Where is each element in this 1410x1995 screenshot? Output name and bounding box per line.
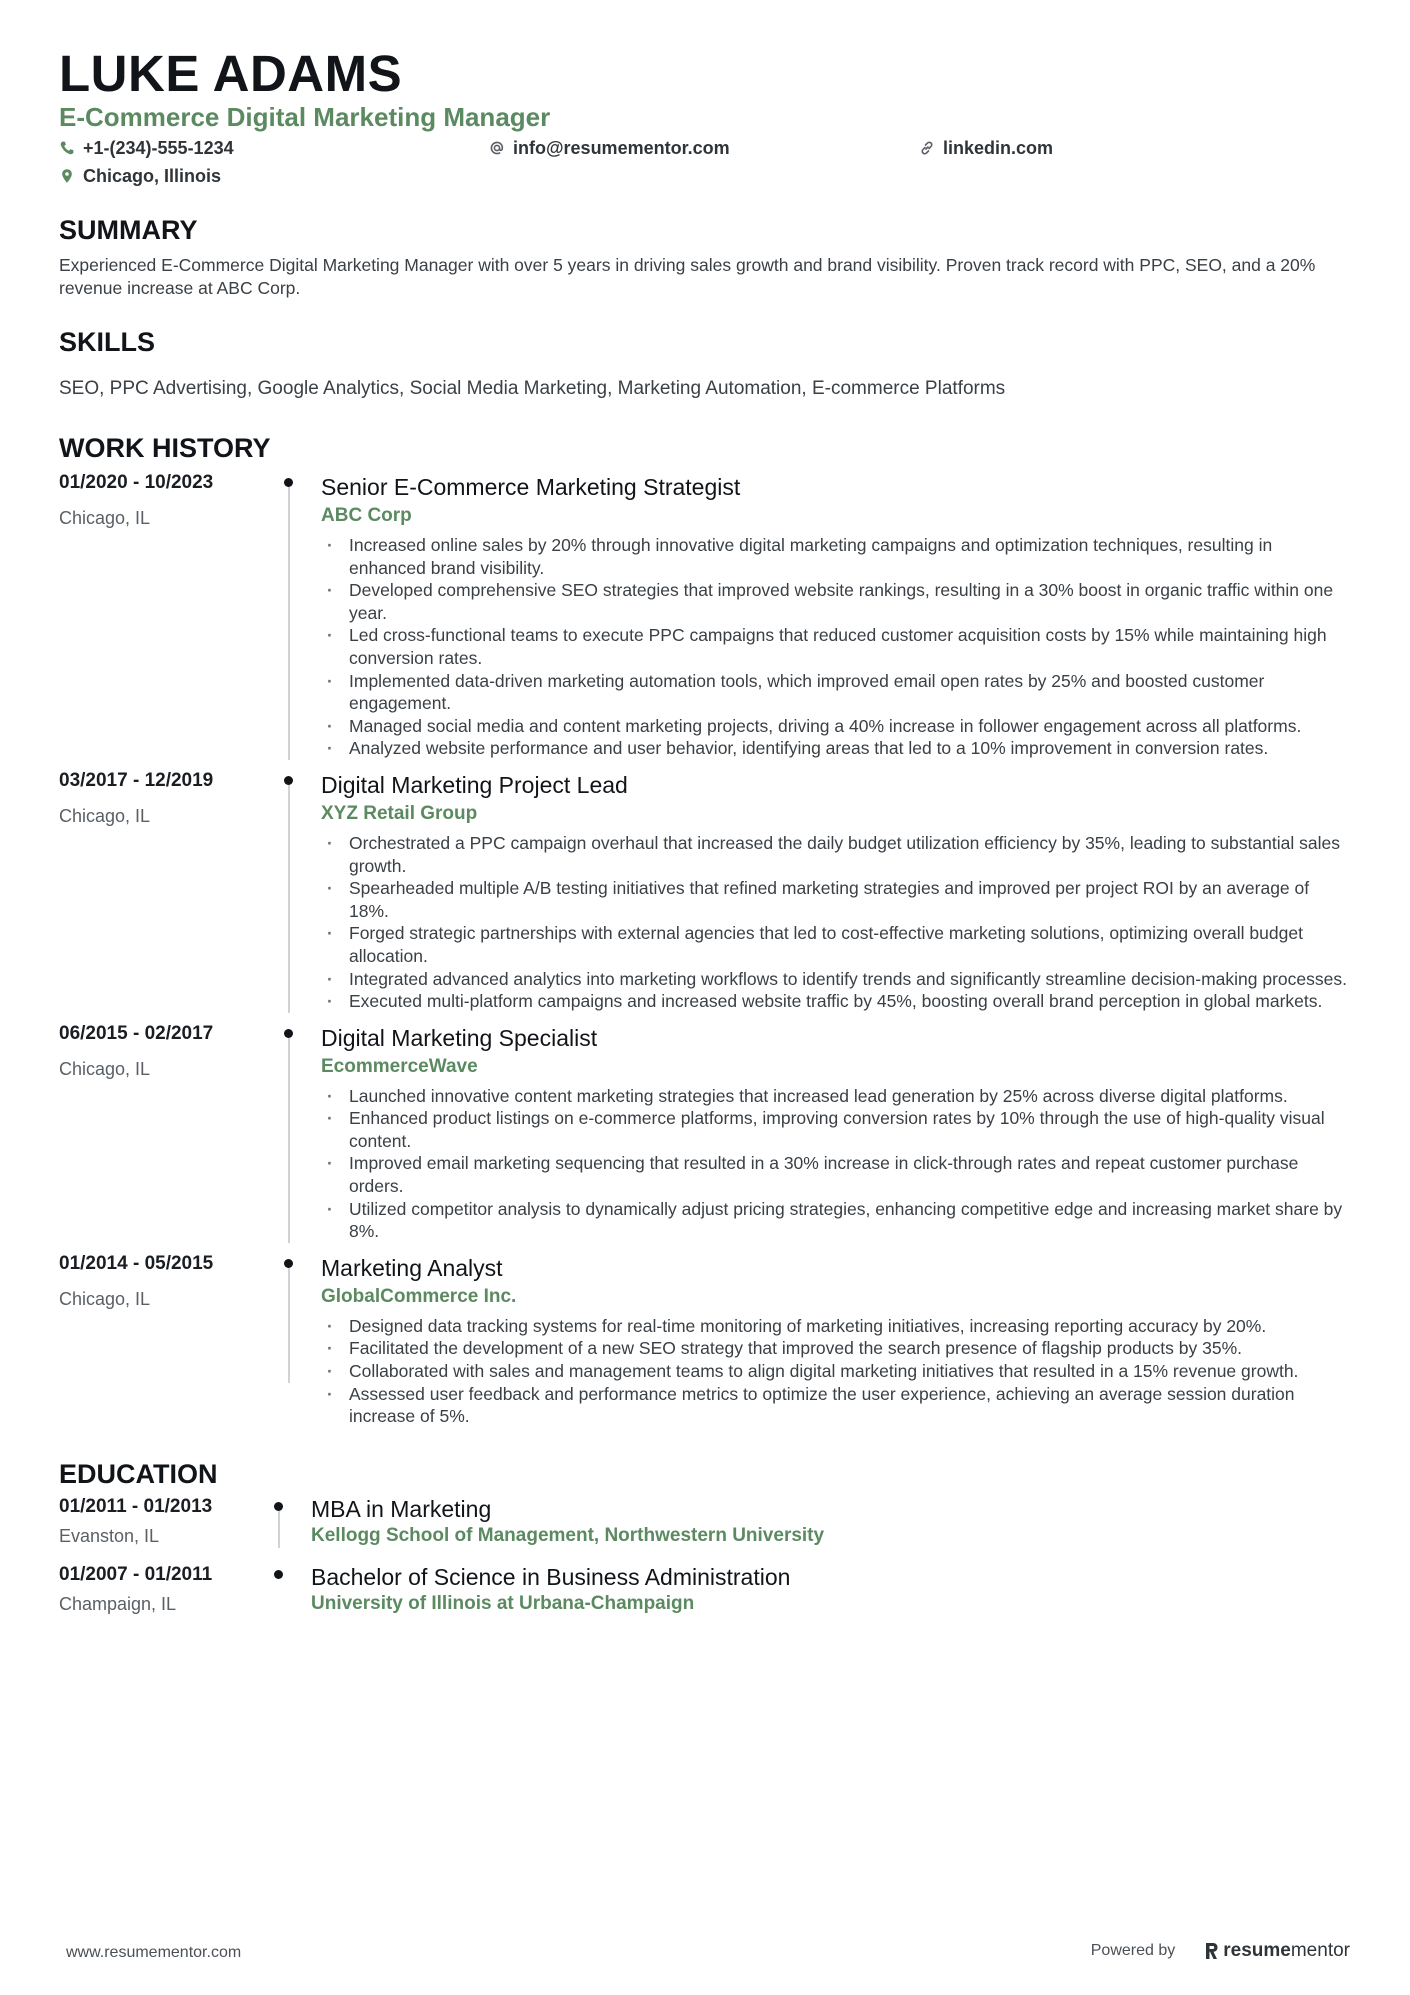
contact-email[interactable] bbox=[489, 136, 919, 160]
education-location: Champaign, IL bbox=[59, 1593, 177, 1614]
job-bullet: · Enhanced product listings on e-commerce platforms, improving conversion rates by 10% through the use of high-quality visual content. bbox=[321, 1107, 1351, 1152]
job-entry bbox=[59, 470, 1351, 768]
job-entry bbox=[59, 1021, 1351, 1251]
job-entry bbox=[59, 768, 1351, 1021]
job-dates: 06/2015 - 02/2017 bbox=[59, 1022, 214, 1044]
skills-text: SEO, PPC Advertising, Google Analytics, Social Media Marketing, Marketing Automation, E-commerce Platforms bbox=[59, 378, 1006, 399]
education-school: Kellogg School of Management, Northwestern University bbox=[311, 1524, 825, 1546]
timeline bbox=[269, 1494, 289, 1548]
job-location: Chicago, IL bbox=[59, 1288, 151, 1309]
education-degree: Bachelor of Science in Business Administration bbox=[311, 1563, 791, 1590]
job-bullet: · Increased online sales by 20% through innovative digital marketing campaigns and optimization techniques, resulting in enhanced brand visibility. bbox=[321, 534, 1351, 579]
timeline-dot bbox=[274, 1570, 283, 1579]
email-text: info@resumementor.com bbox=[513, 138, 730, 158]
footer-branding bbox=[1091, 1940, 1350, 1962]
timeline bbox=[279, 470, 299, 760]
contact-linkedin[interactable] bbox=[919, 136, 1349, 160]
footer-website[interactable]: www.resumementor.com bbox=[66, 1944, 242, 1961]
contact-phone[interactable] bbox=[59, 136, 489, 160]
phone-icon bbox=[59, 140, 75, 156]
education-dates: 01/2011 - 01/2013 bbox=[59, 1495, 213, 1517]
job-bullet: · Collaborated with sales and management teams to align digital marketing initiatives that resulted in a 15% revenue growth. bbox=[321, 1360, 1351, 1383]
education-school: University of Illinois at Urbana-Champaign bbox=[311, 1592, 695, 1614]
job-bullet: · Launched innovative content marketing strategies that increased lead generation by 25% across diverse digital platforms. bbox=[321, 1085, 1351, 1108]
summary-heading: SUMMARY bbox=[59, 215, 198, 245]
summary-section bbox=[59, 214, 1351, 300]
brand-logo[interactable] bbox=[1203, 1940, 1350, 1962]
job-bullet: · Led cross-functional teams to execute PPC campaigns that reduced customer acquisition costs by 15% while maintaining high conversion rates. bbox=[321, 624, 1351, 669]
job-bullet: · Assessed user feedback and performance metrics to optimize the user experience, achieving an average session duration increase of 5%. bbox=[321, 1383, 1351, 1428]
candidate-name: LUKE ADAMS bbox=[59, 45, 403, 102]
timeline-dot bbox=[274, 1502, 283, 1511]
job-entry bbox=[59, 1251, 1351, 1428]
brand-name-bold: resume bbox=[1223, 1940, 1291, 1961]
education-entry bbox=[59, 1562, 1351, 1616]
job-bullets bbox=[321, 1085, 1351, 1243]
job-bullet: · Orchestrated a PPC campaign overhaul that increased the daily budget utilization efficiency by 35%, leading to substantial sales growth. bbox=[321, 832, 1351, 877]
education-location: Evanston, IL bbox=[59, 1525, 160, 1546]
timeline-line bbox=[278, 1511, 280, 1548]
job-bullet: · Implemented data-driven marketing automation tools, which improved email open rates by 25% and boosted customer engagement. bbox=[321, 670, 1351, 715]
timeline bbox=[279, 1251, 299, 1428]
job-bullet: · Designed data tracking systems for real-time monitoring of marketing initiatives, increasing reporting accuracy by 20%. bbox=[321, 1315, 1351, 1338]
timeline-line bbox=[288, 487, 290, 760]
job-location: Chicago, IL bbox=[59, 508, 151, 528]
summary-text: Experienced E-Commerce Digital Marketing Manager with over 5 years in driving sales growth and brand visibility. Proven track record with PPC, SEO, and a 20% revenue increase at ABC Corp. bbox=[59, 255, 1316, 298]
job-bullet: · Improved email marketing sequencing that resulted in a 30% increase in click-through rates and repeat customer purchase orders. bbox=[321, 1152, 1351, 1197]
job-role: Senior E-Commerce Marketing Strategist bbox=[321, 474, 741, 500]
job-bullet: · Facilitated the development of a new SEO strategy that improved the search presence of flagship products by 35%. bbox=[321, 1337, 1351, 1360]
job-bullet: · Integrated advanced analytics into marketing workflows to identify trends and significantly streamline decision-making processes. bbox=[321, 968, 1351, 991]
job-company: ABC Corp bbox=[321, 505, 412, 526]
timeline bbox=[279, 1021, 299, 1243]
powered-by-label: Powered by bbox=[1090, 1942, 1176, 1959]
job-role: Marketing Analyst bbox=[321, 1254, 503, 1281]
job-location: Chicago, IL bbox=[59, 805, 151, 826]
timeline bbox=[269, 1562, 289, 1616]
timeline bbox=[279, 768, 299, 1013]
job-bullet: · Utilized competitor analysis to dynamically adjust pricing strategies, enhancing competitive edge and increasing market share by 8%. bbox=[321, 1198, 1351, 1243]
education-dates: 01/2007 - 01/2011 bbox=[59, 1563, 213, 1585]
job-company: GlobalCommerce Inc. bbox=[321, 1285, 517, 1307]
phone-text: +1-(234)-555-1234 bbox=[83, 138, 234, 158]
location-pin-icon bbox=[59, 168, 75, 184]
job-bullet: · Forged strategic partnerships with external agencies that led to cost-effective marketing solutions, optimizing overall budget allocation. bbox=[321, 922, 1351, 967]
skills-section bbox=[59, 326, 1351, 402]
job-dates: 01/2020 - 10/2023 bbox=[59, 472, 214, 493]
contact-location bbox=[59, 164, 489, 188]
timeline-dot bbox=[284, 776, 293, 785]
education-section bbox=[59, 1458, 1351, 1616]
timeline-dot bbox=[284, 1259, 293, 1268]
job-company: XYZ Retail Group bbox=[321, 802, 478, 824]
job-bullets bbox=[321, 1315, 1351, 1428]
candidate-title: E-Commerce Digital Marketing Manager bbox=[59, 102, 551, 132]
work-history-heading: WORK HISTORY bbox=[59, 433, 271, 463]
job-bullet: · Developed comprehensive SEO strategies that improved website rankings, resulting in a 30% boost in organic traffic within one year. bbox=[321, 579, 1351, 624]
job-role: Digital Marketing Specialist bbox=[321, 1024, 598, 1051]
location-text: Chicago, Illinois bbox=[83, 166, 222, 186]
job-bullet: · Analyzed website performance and user behavior, identifying areas that led to a 10% improvement in conversion rates. bbox=[321, 737, 1351, 760]
linkedin-text: linkedin.com bbox=[943, 138, 1054, 158]
work-history-section bbox=[59, 432, 1351, 1428]
resumementor-logo-icon bbox=[1203, 1941, 1219, 1961]
job-dates: 03/2017 - 12/2019 bbox=[59, 769, 214, 791]
education-entry bbox=[59, 1494, 1351, 1562]
education-degree: MBA in Marketing bbox=[311, 1495, 492, 1522]
timeline-line bbox=[288, 1038, 290, 1243]
contact-info bbox=[59, 136, 1351, 188]
job-dates: 01/2014 - 05/2015 bbox=[59, 1252, 214, 1274]
timeline-dot bbox=[284, 478, 293, 487]
job-bullet: · Executed multi-platform campaigns and increased website traffic by 45%, boosting overall brand perception in global markets. bbox=[321, 990, 1351, 1013]
brand-name-light: mentor bbox=[1290, 1940, 1350, 1961]
education-heading: EDUCATION bbox=[59, 1458, 218, 1489]
at-icon bbox=[489, 140, 505, 156]
job-role: Digital Marketing Project Lead bbox=[321, 771, 628, 798]
timeline-line bbox=[288, 1268, 290, 1383]
job-bullets bbox=[321, 832, 1351, 1013]
job-bullet: · Spearheaded multiple A/B testing initiatives that refined marketing strategies and improved per project ROI by an average of 18%. bbox=[321, 877, 1351, 922]
link-icon bbox=[919, 140, 935, 156]
timeline-dot bbox=[284, 1029, 293, 1038]
job-bullet: · Managed social media and content marketing projects, driving a 40% increase in follower engagement across all platforms. bbox=[321, 715, 1351, 738]
timeline-line bbox=[288, 785, 290, 1013]
job-company: EcommerceWave bbox=[321, 1055, 478, 1077]
skills-heading: SKILLS bbox=[59, 327, 156, 357]
job-location: Chicago, IL bbox=[59, 1058, 151, 1079]
job-bullets bbox=[321, 534, 1351, 760]
